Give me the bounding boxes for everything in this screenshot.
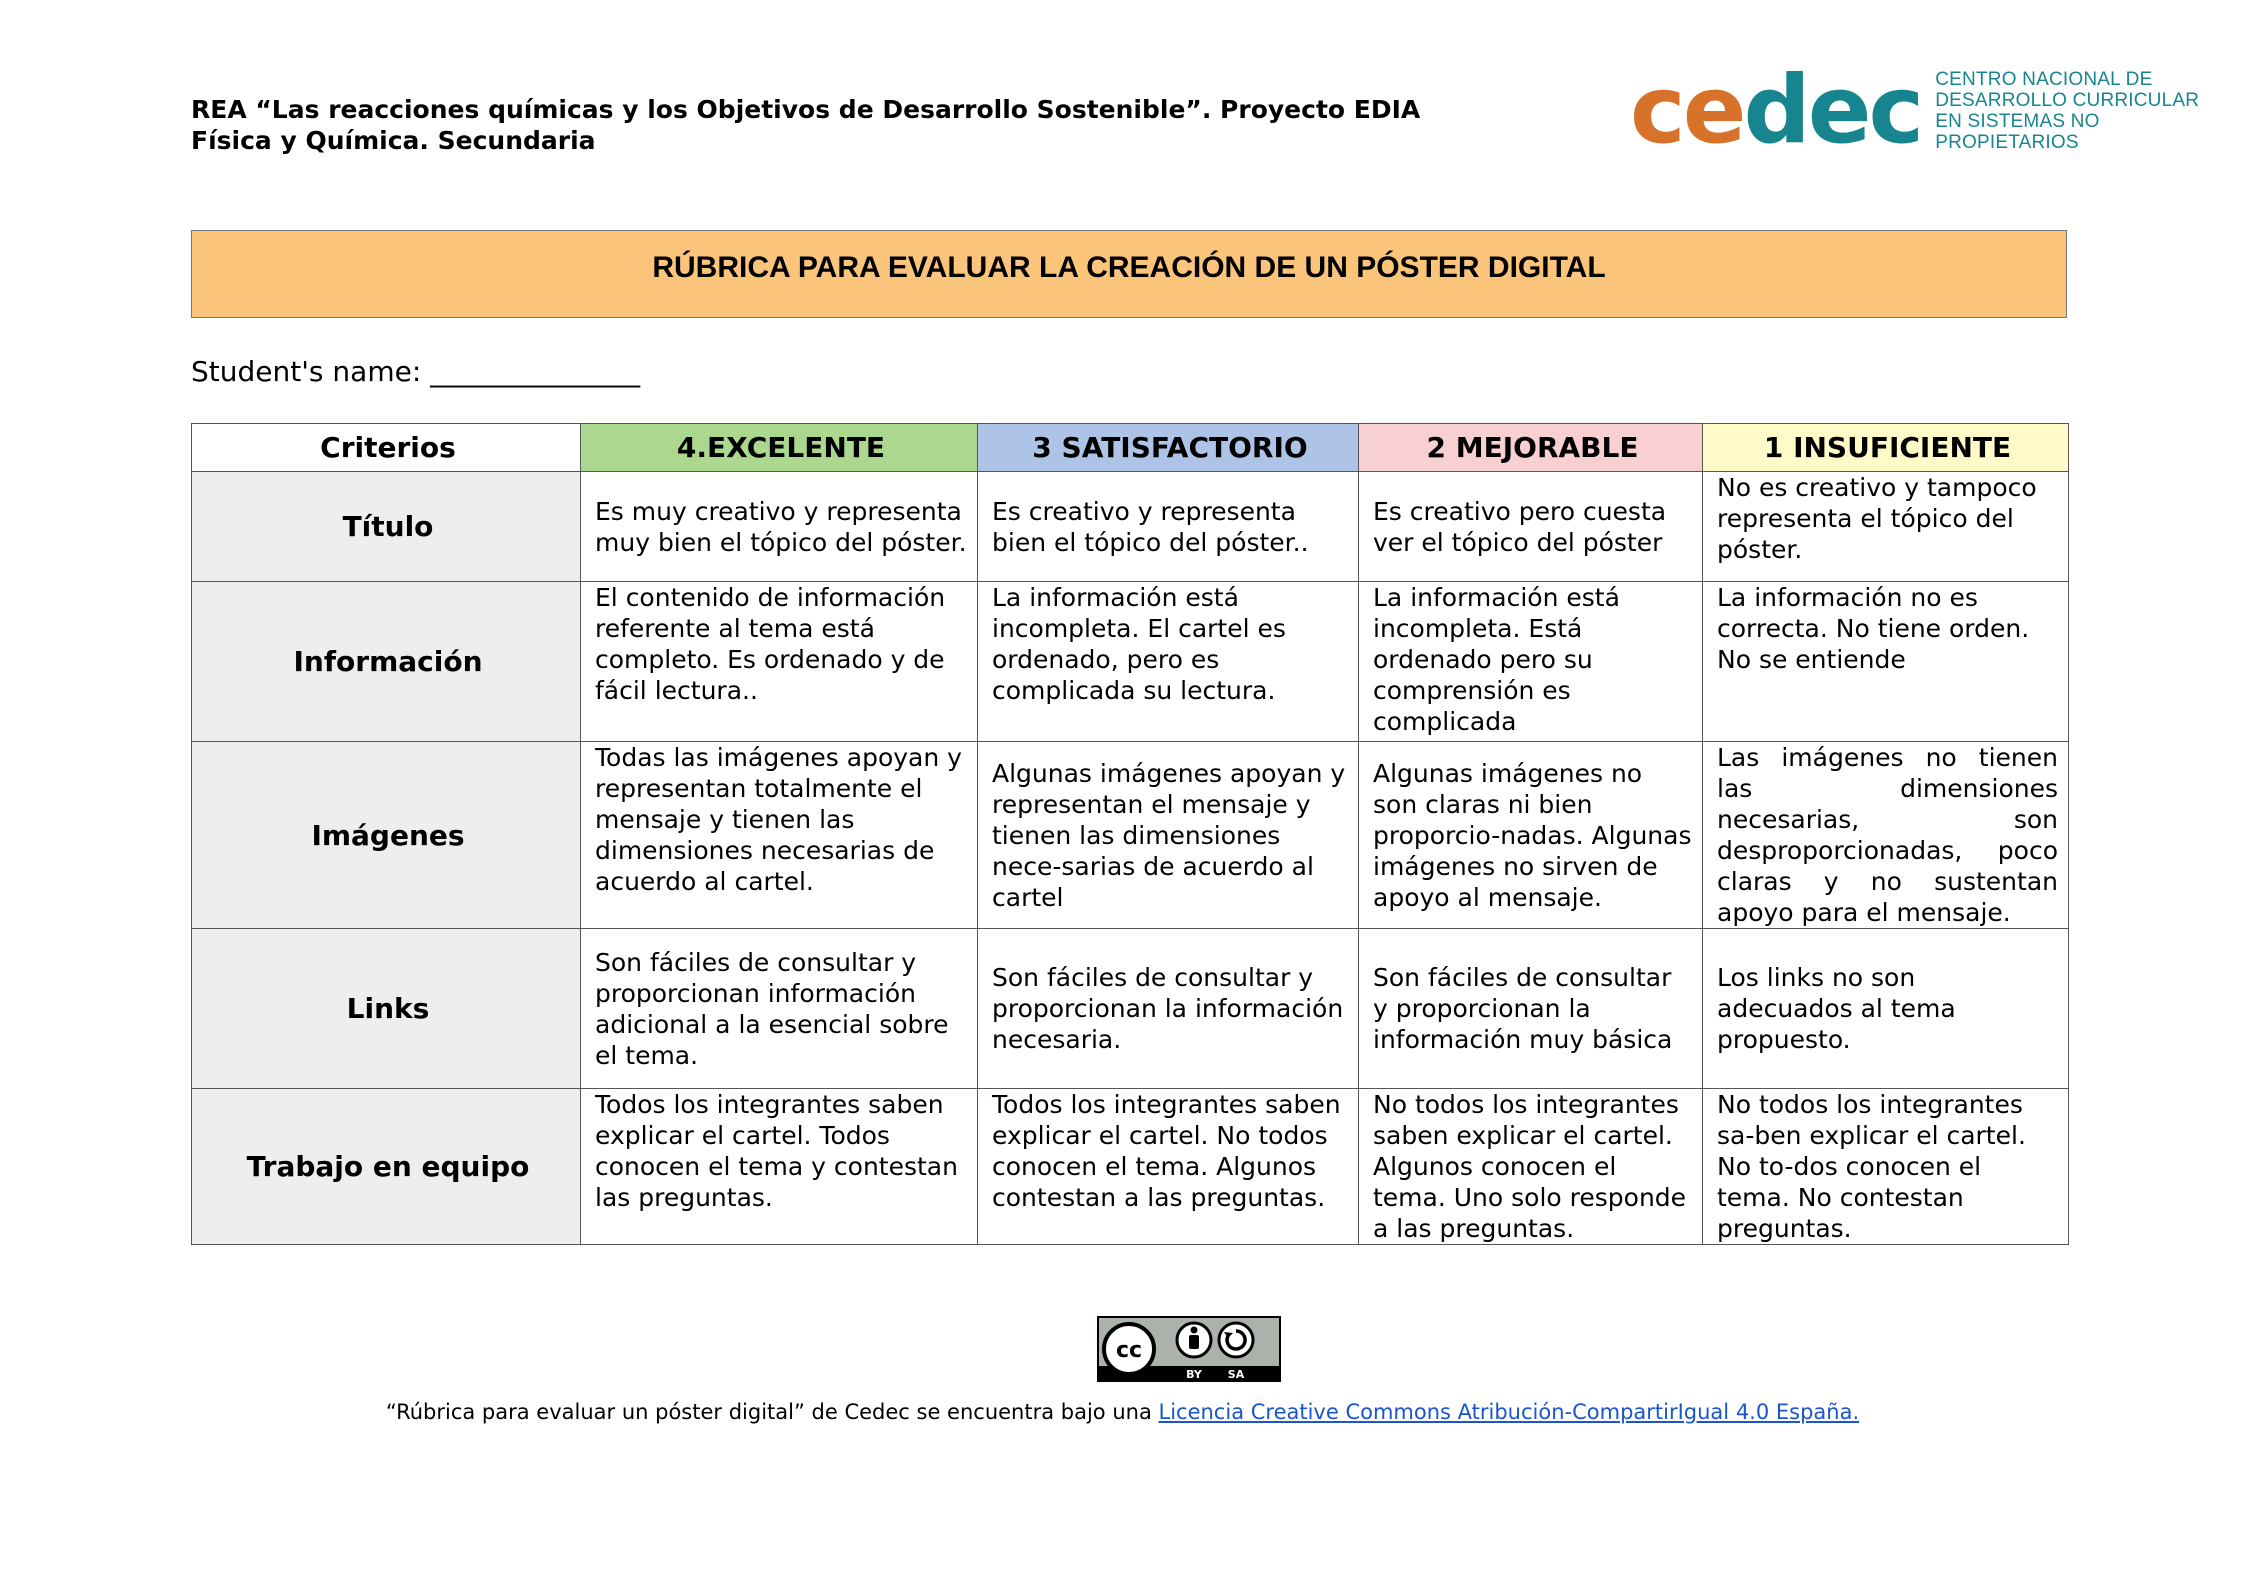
- cc-badge-by: BY: [1186, 1368, 1202, 1381]
- level-cell: La información está incompleta. Está ordenado pero su comprensión es complicada: [1359, 582, 1703, 742]
- logo-sub-line2: DESARROLLO CURRICULAR: [1935, 90, 2200, 111]
- level-cell: Son fáciles de consultar y proporcionan la información necesaria.: [978, 929, 1359, 1089]
- student-name-field: Student's name: _______________: [191, 355, 641, 388]
- cc-badge-sa: SA: [1227, 1368, 1245, 1381]
- level-cell: Las imágenes no tienen las dimensiones necesarias, son desproporcionadas, poco claras y no sustentan apoyo para el mensaje.: [1703, 742, 2069, 929]
- level-cell: Todas las imágenes apoyan y representan totalmente el mensaje y tienen las dimensiones necesarias de acuerdo al cartel.: [581, 742, 978, 929]
- level-cell: Algunas imágenes no son claras ni bien proporcio-nadas. Algunas imágenes no sirven de apoyo al mensaje.: [1359, 742, 1703, 929]
- criterion-cell: Título: [192, 472, 581, 582]
- logo-subtitle: [1935, 69, 2245, 153]
- level-cell: Todos los integrantes saben explicar el cartel. No todos conocen el tema. Algunos contestan a las preguntas.: [978, 1089, 1359, 1245]
- header-insuficiente: 1 INSUFICIENTE: [1703, 424, 2069, 472]
- rubric-table: [191, 423, 2069, 1245]
- table-header-row: [192, 424, 2069, 472]
- document-header: [191, 94, 1420, 156]
- criterion-cell: Imágenes: [192, 742, 581, 929]
- cedec-logo: [1630, 56, 2245, 165]
- level-cell: La información está incompleta. El cartel es ordenado, pero es complicada su lectura.: [978, 582, 1359, 742]
- level-cell: Los links no son adecuados al tema propuesto.: [1703, 929, 2069, 1089]
- license-link[interactable]: Licencia Creative Commons Atribución-CompartirIgual 4.0 España.: [1158, 1400, 1860, 1424]
- cc-license-icon: [1097, 1316, 1281, 1382]
- level-cell: Todos los integrantes saben explicar el cartel. Todos conocen el tema y contestan las preguntas.: [581, 1089, 978, 1245]
- level-cell: Es creativo y representa bien el tópico del póster..: [978, 472, 1359, 582]
- table-row: [192, 929, 2069, 1089]
- criterion-cell: Trabajo en equipo: [192, 1089, 581, 1245]
- header-satisfactorio: 3 SATISFACTORIO: [978, 424, 1359, 472]
- criterion-cell: Información: [192, 582, 581, 742]
- header-criterios: Criterios: [192, 424, 581, 472]
- footer-text: “Rúbrica para evaluar un póster digital” de Cedec se encuentra bajo una: [385, 1400, 1159, 1424]
- svg-text:cc: cc: [1115, 1338, 1143, 1363]
- rubric-title-banner: [191, 230, 2067, 318]
- level-cell: Son fáciles de consultar y proporcionan información adicional a la esencial sobre el tema.: [581, 929, 978, 1089]
- level-cell: Algunas imágenes apoyan y representan el mensaje y tienen las dimensiones nece-sarias de acuerdo al cartel: [978, 742, 1359, 929]
- level-cell: El contenido de información referente al tema está completo. Es ordenado y de fácil lectura..: [581, 582, 978, 742]
- header-line-project: REA “Las reacciones químicas y los Objetivos de Desarrollo Sostenible”. Proyecto EDIA: [191, 95, 1421, 124]
- logo-wordmark: [1630, 56, 1922, 165]
- level-cell: No todos los integrantes saben explicar el cartel. Algunos conocen el tema. Uno solo responde a las preguntas.: [1359, 1089, 1703, 1245]
- license-footer: [0, 1400, 2245, 1424]
- level-cell: Son fáciles de consultar y proporcionan la información muy básica: [1359, 929, 1703, 1089]
- level-cell: No todos los integrantes sa-ben explicar el cartel. No to-dos conocen el tema. No contestan preguntas.: [1703, 1089, 2069, 1245]
- logo-word-part1: ce: [1630, 56, 1744, 165]
- cc-by-sa-badge: [1097, 1316, 1281, 1386]
- level-cell: Es creativo pero cuesta ver el tópico del póster: [1359, 472, 1703, 582]
- table-row: [192, 582, 2069, 742]
- logo-sub-line1: CENTRO NACIONAL DE: [1935, 69, 2153, 90]
- level-cell: Es muy creativo y representa muy bien el tópico del póster.: [581, 472, 978, 582]
- criterion-cell: Links: [192, 929, 581, 1089]
- logo-sub-line3: EN SISTEMAS NO PROPIETARIOS: [1935, 111, 2100, 153]
- level-cell: No es creativo y tampoco representa el tópico del póster.: [1703, 472, 2069, 582]
- table-row: [192, 742, 2069, 929]
- table-row: [192, 1089, 2069, 1245]
- header-mejorable: 2 MEJORABLE: [1359, 424, 1703, 472]
- header-excelente: 4.EXCELENTE: [581, 424, 978, 472]
- rubric-title: RÚBRICA PARA EVALUAR LA CREACIÓN DE UN PÓSTER DIGITAL: [652, 251, 1606, 284]
- logo-word-part2: dec: [1743, 56, 1922, 165]
- header-line-subject: Física y Química. Secundaria: [191, 126, 596, 155]
- level-cell: La información no es correcta. No tiene orden. No se entiende: [1703, 582, 2069, 742]
- table-row: [192, 472, 2069, 582]
